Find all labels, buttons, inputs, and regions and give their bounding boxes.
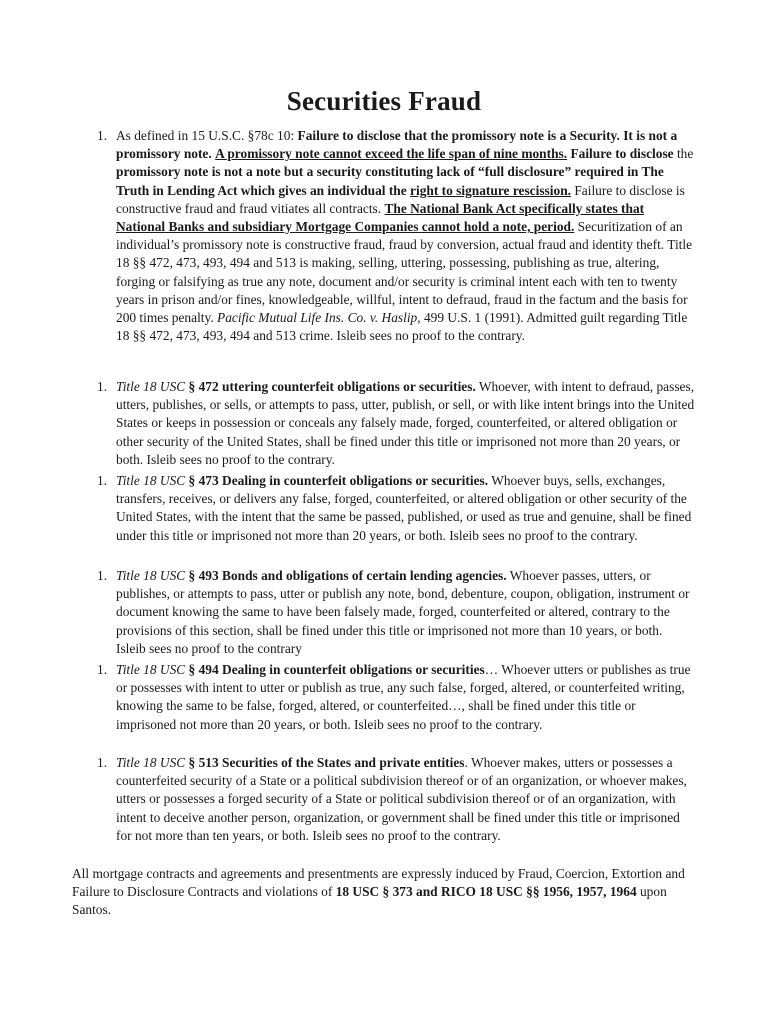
- page-title: Securities Fraud: [286, 86, 482, 116]
- list-number: 1.: [97, 755, 108, 770]
- list-item: [97, 127, 695, 345]
- list-item: [97, 567, 695, 658]
- list-number: 1.: [97, 473, 108, 488]
- list-item-text: Title 18 USC § 493 Bonds and obligations of certain lending agencies. Whoever passes, utters, or publishes, or attempts to pass, utter or publish any note, bond, debenture, coupon, obligation, instrument or document knowing the same to have been falsely made, forged, counterfeited or altered, contrary to the provisions of this section, shall be fined under this title or imprisoned not more than 10 years, or both. Isleib sees no proof to the contrary: [116, 568, 690, 656]
- list-item-text: Title 18 USC § 513 Securities of the States and private entities. Whoever makes, utters or possesses a counterfeited security of a State or a political subdivision thereof or of an organization, or whoever makes, utters or possesses a forged security of a State or political subdivision thereof or of an organization, with intent to deceive another person, organization, or government shall be fined under this title or imprisoned for not more than ten years, or both. Isleib sees no proof to the contrary.: [116, 755, 687, 843]
- list-number: 1.: [97, 662, 108, 677]
- list-number: 1.: [97, 568, 108, 583]
- list-number: 1.: [97, 128, 108, 143]
- list-item: [97, 661, 695, 734]
- list-item-text: Title 18 USC § 494 Dealing in counterfeit obligations or securities… Whoever utters or publishes as true or possesses with intent to utter or publish as true, any such false, forged, altered, or counterfeited writing, knowing the same to be false, forged, altered, or counterfeited…, shall be fined under this title or imprisoned not more than 20 years, or both. Isleib sees no proof to the contrary.: [116, 662, 691, 732]
- list-item: [97, 378, 695, 469]
- list-item: [97, 472, 695, 545]
- closing-paragraph: All mortgage contracts and agreements and presentments are expressly induced by Fraud, Coercion, Extortion and Failure to Disclosure Contracts and violations of 18 USC § 373 and RICO 18 USC §§ 1956, 1957, 1964 upon Santos.: [72, 866, 685, 918]
- list-item: [97, 754, 695, 845]
- list-item-text: As defined in 15 U.S.C. §78c 10: Failure to disclose that the promissory note is a Security. It is not a promissory note. A promissory note cannot exceed the life span of nine months. Failure to disclose the promissory note is not a note but a security constituting lack of “full disclosure” required in The Truth in Lending Act which gives an individual the right to signature rescission. Failure to disclose is constructive fraud and fraud vitiates all contracts. The National Bank Act specifically states that National Banks and subsidiary Mortgage Companies cannot hold a note, period. Securitization of an individual’s promissory note is constructive fraud, fraud by conversion, actual fraud and identity theft. Title 18 §§ 472, 473, 493, 494 and 513 is making, selling, uttering, possessing, publishing as true, altering, forging or falsifying as true any note, document and/or security is criminal intent each with ten to twenty years in prison and/or fines, knowledgeable, willful, intent to defraud, fraud in the factum and the basis for 200 times penalty. Pacific Mutual Life Ins. Co. v. Haslip, 499 U.S. 1 (1991). Admitted guilt regarding Title 18 §§ 472, 473, 493, 494 and 513 crime. Isleib sees no proof to the contrary.: [116, 128, 694, 344]
- list-number: 1.: [97, 379, 108, 394]
- list-item-text: Title 18 USC § 472 uttering counterfeit obligations or securities. Whoever, with intent to defraud, passes, utters, publishes, or sells, or attempts to pass, utter, publish, or sell, or with like intent brings into the United States or keeps in possession or conceals any falsely made, forged, counterfeited, or altered obligation or other security of the United States, shall be fined under this title or imprisoned not more than 20 years, or both. Isleib sees no proof to the contrary.: [116, 379, 695, 467]
- list-item-text: Title 18 USC § 473 Dealing in counterfeit obligations or securities. Whoever buys, sells, exchanges, transfers, receives, or delivers any false, forged, counterfeited, or altered obligation or other security of the United States, with the intent that the same be passed, published, or used as true and genuine, shall be fined under this title or imprisoned not more than 20 years, or both. Isleib sees no proof to the contrary.: [116, 473, 692, 543]
